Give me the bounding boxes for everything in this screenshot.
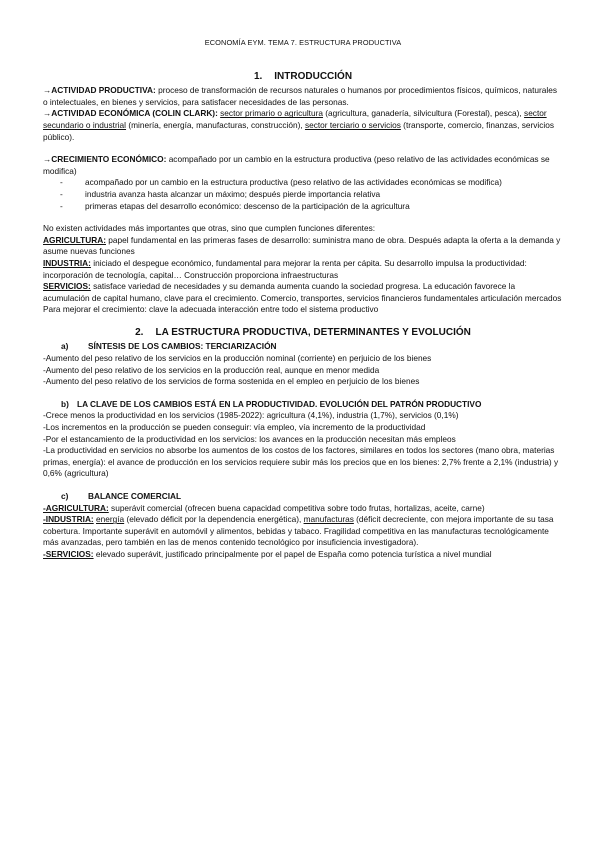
actividad-economica-heading: →ACTIVIDAD ECONÓMICA (COLIN CLARK): [43,108,218,119]
list-item: -Por el estancamiento de la productividad en los servicios: los avances en la producción necesitan más empleos [43,433,456,444]
balance-servicios-paragraph: -SERVICIOS: elevado superávit, justificado principalmente por el papel de España como potencia turística a nivel mundial [43,548,492,559]
actividad-economica-paragraph: →ACTIVIDAD ECONÓMICA (COLIN CLARK): sector primario o agricultura (agricultura, ganadería, silvicultura (Forestal), pesca), sector secundario o industrial (minería, energía, manufacturas, construcción), sector terciario o servicios (transporte, comercio, finanzas, servicios público). [43,108,554,142]
sector-secundario-term: sector secundario o industrial [43,108,547,130]
balance-servicios-heading: -SERVICIOS: [43,548,94,559]
balance-agricultura-paragraph: -AGRICULTURA: superávit comercial (ofrecen buena capacidad competitiva sobre todo frutas, hortalizas, aceite, carne) [43,502,485,513]
subsection-c-heading: c) BALANCE COMERCIAL [61,491,182,501]
agricultura-heading: AGRICULTURA: [43,234,106,245]
industria-heading: INDUSTRIA: [43,257,91,268]
energia-term: energía [96,514,125,525]
section-1-title: INTRODUCCIÓN [274,70,353,82]
list-item: -Aumento del peso relativo de los servicios de forma sostenida en el empleo en perjuicio de los bienes [43,376,420,387]
balance-agricultura-heading: -AGRICULTURA: [43,502,109,513]
list-item: - industria avanza hasta alcanzar un máximo; después pierde importancia relativa [60,189,563,201]
subsection-a-heading: a) SÍNTESIS DE LOS CAMBIOS: TERCIARIZACIÓN [61,341,277,352]
list-item: -Aumento del peso relativo de los servicios en la producción real, aunque en menor medida [43,364,380,375]
list-item: -Los incrementos en la producción se pueden conseguir: vía empleo, vía incremento de la productividad [43,422,426,433]
list-item: -Aumento del peso relativo de los servicios en la producción nominal (corriente) en perjuicio de los bienes [43,353,432,364]
actividad-productiva-paragraph: →ACTIVIDAD PRODUCTIVA: proceso de transformación de recursos naturales o humanos por procedimientos físicos, químicos, naturales o intelectuales, en bienes y servicios, para satisfacer necesidades de las personas. [43,85,557,107]
sector-primario-term: sector primario o agricultura [220,108,323,119]
crecimiento-bullet-list [43,177,563,212]
industria-paragraph: INDUSTRIA: iniciado el despegue económico, fundamental para mejorar la renta per cápita. Su desarrollo impulsa la productividad: incorporación de tecnología, capital… Construcción proporciona infraestructuras [43,257,527,280]
section-2-number: 2. [135,326,144,338]
list-item: - acompañado por un cambio en la estructura productiva (peso relativo de las actividades económicas se modifica) [60,177,563,189]
actividad-productiva-heading: →ACTIVIDAD PRODUCTIVA: [43,85,156,96]
list-item: - primeras etapas del desarrollo económico: descenso de la participación de la agricultura [60,201,563,213]
section-2-heading [43,327,563,339]
list-item: -La productividad en servicios no absorbe los aumentos de los costos de los factores, similares en todos los sectores (mano obra, materias primas, energía): el avance de producción en los servicios requiere subir más los precios que en los bienes: 2,7% frente a 2,1% (industria) y 0,6% (agricultura) [43,445,559,479]
document-title: ECONOMÍA EYM. TEMA 7. ESTRUCTURA PRODUCTIVA [204,38,402,47]
list-item: -Crece menos la productividad en los servicios (1985-2022): agricultura (4,1%), industria (1,7%), servicios (0,1%) [43,410,459,421]
section-1-heading [43,71,563,83]
servicios-paragraph: SERVICIOS: satisface variedad de necesidades y su demanda aumenta cuando la sociedad progresa. La educación favorece la acumulación de capital humano, clave para el crecimiento. Comercio, transportes, servicios financieros fundamentales articulación mercados [43,281,562,303]
crecimiento-economico-heading: →CRECIMIENTO ECONÓMICO: [43,154,167,165]
sector-terciario-term: sector terciario o servicios [304,119,401,130]
agricultura-paragraph: AGRICULTURA: papel fundamental en las primeras fases de desarrollo: suministra mano de obra. Después adapta la oferta a la demanda y asume nuevas funciones [43,234,561,257]
section-1-number: 1. [253,70,263,82]
manufacturas-term: manufacturas [303,514,354,525]
crecimiento-conclusion: Para mejorar el crecimiento: clave la adecuada interacción entre todo el sistema productivo [43,304,379,315]
balance-industria-paragraph: -INDUSTRIA: energía (elevado déficit por la dependencia energética), manufacturas (déficit decreciente, con mejora importante de su tasa cobertura. Importante superávit en automóvil y alimentos, bebidas y tabaco. Fragilidad competitiva en las manufacturas tecnológicamente más avanzadas, pero también en las de menos contenido tecnológico por insuficiencia investigadora). [43,514,554,548]
subsection-b-heading: b) LA CLAVE DE LOS CAMBIOS ESTÁ EN LA PRODUCTIVIDAD. EVOLUCIÓN DEL PATRÓN PRODUCTIVO [61,398,482,409]
funciones-intro: No existen actividades más importantes que otras, sino que cumplen funciones diferentes: [43,223,376,234]
servicios-heading: SERVICIOS: [43,281,91,292]
document-page [43,37,563,561]
section-2-title: LA ESTRUCTURA PRODUCTIVA, DETERMINANTES Y EVOLUCIÓN [155,326,471,338]
balance-industria-heading: -INDUSTRIA: [43,514,94,525]
crecimiento-economico-paragraph: →CRECIMIENTO ECONÓMICO: acompañado por un cambio en la estructura productiva (peso relativo de las actividades económicas se modifica) [43,154,550,176]
